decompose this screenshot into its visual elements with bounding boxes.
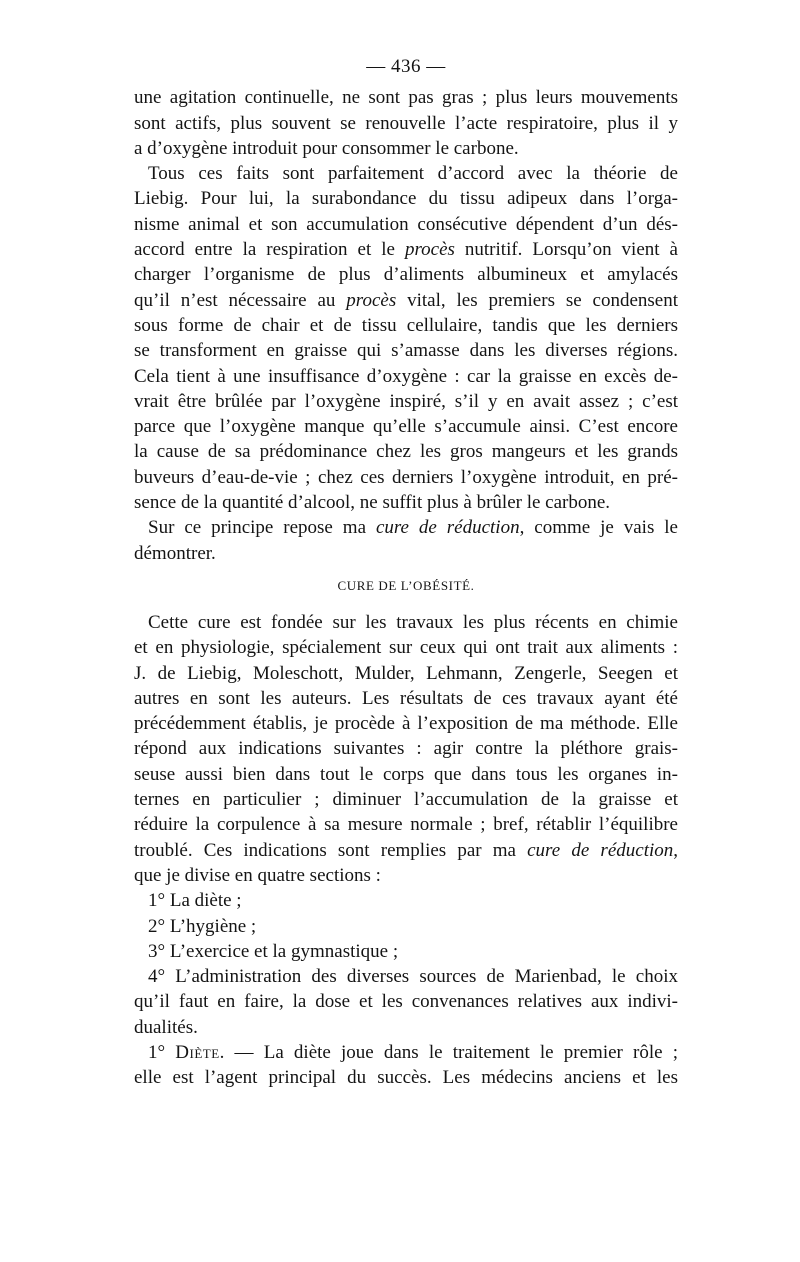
paragraph-3 <box>134 515 678 566</box>
text-line: qu’il n’est nécessaire au procès vital, les premiers se condensent <box>134 289 678 311</box>
list-item-continuation: qu’il faut en faire, la dose et les convenances relatives aux indivi- <box>134 991 678 1013</box>
paragraph-2 <box>134 161 678 515</box>
text-line: nisme animal et son accumulation consécutive dépendent d’un dés- <box>134 213 678 235</box>
text-line: elle est l’agent principal du succès. Les médecins anciens et les <box>134 1067 678 1089</box>
text-line: charger l’organisme de plus d’aliments albumineux et amylacés <box>134 264 678 286</box>
text-line: démontrer. <box>134 542 216 564</box>
text-line: Sur ce principe repose ma cure de réduction, comme je vais le <box>148 517 678 539</box>
section-list <box>134 888 678 1040</box>
text-line: que je divise en quatre sections : <box>134 864 381 886</box>
text-line: réduire la corpulence à sa mesure normale ; bref, rétablir l’équilibre <box>134 814 678 836</box>
text-line: autres en sont les auteurs. Les résultats de ces travaux ayant été <box>134 687 678 709</box>
section-heading: CURE DE L’OBÉSITÉ. <box>337 577 475 593</box>
list-item: 3° L’exercice et la gymnastique ; <box>148 940 399 962</box>
text-line: buveurs d’eau-de-vie ; chez ces derniers l’oxygène introduit, en pré- <box>134 466 678 488</box>
text-line: Cette cure est fondée sur les travaux les plus récents en chimie <box>148 611 678 633</box>
paragraph-diete <box>134 1040 678 1091</box>
paragraph-4 <box>134 610 678 888</box>
text-line: a d’oxygène introduit pour consommer le carbone. <box>134 137 519 159</box>
text-line: parce que l’oxygène manque qu’elle s’accumule ainsi. C’est encore <box>134 416 678 438</box>
text-line: sont actifs, plus souvent se renouvelle l’acte respiratoire, plus il y <box>134 112 678 134</box>
text-line: ternes en particulier ; diminuer l’accumulation de la graisse et <box>134 789 678 811</box>
italic-run: procès <box>404 239 455 261</box>
italic-run: cure de réduction <box>527 839 674 861</box>
text-line: seuse aussi bien dans tout le corps que dans tous les organes in- <box>134 763 678 785</box>
list-item: 1° La diète ; <box>148 890 242 912</box>
text-line: accord entre la respiration et le procès nutritif. Lorsqu’on vient à <box>134 239 678 261</box>
text-line: Tous ces faits sont parfaitement d’accord avec la théorie de <box>148 163 678 185</box>
text-line: J. de Liebig, Moleschott, Mulder, Lehmann, Zengerle, Seegen et <box>134 662 678 684</box>
book-page <box>134 54 678 1091</box>
list-item: 2° L’hygiène ; <box>148 915 257 937</box>
paragraph-1 <box>134 85 678 161</box>
list-item-continuation: dualités. <box>134 1016 198 1038</box>
italic-run: procès <box>346 289 397 311</box>
text-line: précédemment établis, je procède à l’exposition de ma méthode. Elle <box>134 713 678 735</box>
italic-run: cure de réduction <box>375 517 520 539</box>
text-line: sous forme de chair et de tissu cellulaire, tandis que les derniers <box>134 314 678 336</box>
text-line: 1° Diète. — La diète joue dans le traitement le premier rôle ; <box>148 1041 678 1063</box>
text-line: vrait être brûlée par l’oxygène inspiré, s’il y en avait assez ; c’est <box>134 390 678 412</box>
text-line: répond aux indications suivantes : agir contre la pléthore grais- <box>134 738 678 760</box>
list-item: 4° L’administration des diverses sources de Marienbad, le choix <box>148 966 678 988</box>
text-line: Liebig. Pour lui, la surabondance du tissu adipeux dans l’orga- <box>134 188 678 210</box>
text-line: Cela tient à une insuffisance d’oxygène : car la graisse en excès de- <box>134 365 678 387</box>
page-number: — 436 — <box>366 56 446 77</box>
text-line: troublé. Ces indications sont remplies par ma cure de réduction, <box>134 839 678 861</box>
text-line: une agitation continuelle, ne sont pas gras ; plus leurs mouvements <box>134 87 678 109</box>
text-line: se transforment en graisse qui s’amasse dans les diverses régions. <box>134 340 678 362</box>
text-line: la cause de sa prédominance chez les gros mangeurs et les grands <box>134 441 678 463</box>
smallcaps-run: Diète <box>175 1041 220 1063</box>
text-line: et en physiologie, spécialement sur ceux qui ont trait aux aliments : <box>134 637 678 659</box>
text-line: sence de la quantité d’alcool, ne suffit plus à brûler le carbone. <box>134 492 611 514</box>
